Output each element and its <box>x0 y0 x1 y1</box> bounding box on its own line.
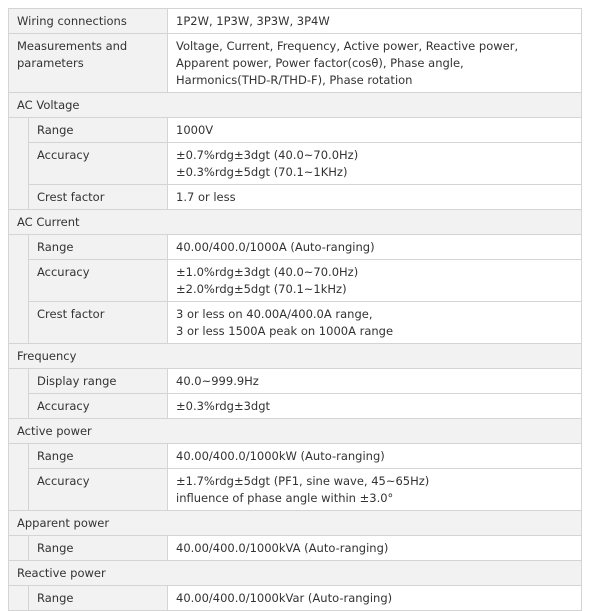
active-power-range-value: 40.00/400.0/1000kW (Auto-ranging) <box>168 444 582 469</box>
measurements-label-line: Measurements and <box>17 39 128 53</box>
ac-voltage-accuracy-label: Accuracy <box>29 143 168 185</box>
active-power-title: Active power <box>9 419 582 444</box>
ac-voltage-crest-row <box>9 185 582 210</box>
ac-current-title: AC Current <box>9 210 582 235</box>
ac-current-section <box>9 210 582 235</box>
ac-voltage-range-value: 1000V <box>168 118 582 143</box>
accuracy-line: ±0.7%rdg±3dgt (40.0~70.0Hz) <box>176 148 359 162</box>
ac-current-crest-label: Crest factor <box>29 302 168 344</box>
reactive-power-indent <box>9 586 29 611</box>
apparent-power-range-label: Range <box>29 536 168 561</box>
ac-current-accuracy-row <box>9 260 582 302</box>
wiring-value: 1P2W, 1P3W, 3P3W, 3P4W <box>168 9 582 34</box>
apparent-power-title: Apparent power <box>9 511 582 536</box>
reactive-power-range-label: Range <box>29 586 168 611</box>
frequency-title: Frequency <box>9 344 582 369</box>
ac-current-range-row <box>9 235 582 260</box>
measurements-value <box>168 34 582 93</box>
reactive-power-range-value: 40.00/400.0/1000kVar (Auto-ranging) <box>168 586 582 611</box>
frequency-indent <box>9 369 29 419</box>
measurements-value-line: Apparent power, Power factor(cosθ), Phase angle, <box>176 56 464 70</box>
frequency-display-value: 40.0~999.9Hz <box>168 369 582 394</box>
ac-voltage-crest-value: 1.7 or less <box>168 185 582 210</box>
active-power-accuracy-value <box>168 469 582 511</box>
ac-voltage-range-label: Range <box>29 118 168 143</box>
ac-current-accuracy-value <box>168 260 582 302</box>
accuracy-line: ±1.0%rdg±3dgt (40.0~70.0Hz) <box>176 265 359 279</box>
frequency-display-row <box>9 369 582 394</box>
frequency-accuracy-row <box>9 394 582 419</box>
apparent-power-range-row <box>9 536 582 561</box>
measurements-row <box>9 34 582 93</box>
crest-line: 3 or less 1500A peak on 1000A range <box>176 324 394 338</box>
reactive-power-range-row <box>9 586 582 611</box>
ac-current-accuracy-label: Accuracy <box>29 260 168 302</box>
crest-line: 3 or less on 40.00A/400.0A range, <box>176 307 373 321</box>
ac-current-crest-row <box>9 302 582 344</box>
accuracy-line: ±2.0%rdg±5dgt (70.1~1kHz) <box>176 282 347 296</box>
reactive-power-title: Reactive power <box>9 561 582 586</box>
measurements-value-line: Voltage, Current, Frequency, Active power, Reactive power, <box>176 39 519 53</box>
spec-table <box>8 8 582 611</box>
active-power-range-row <box>9 444 582 469</box>
ac-voltage-accuracy-value <box>168 143 582 185</box>
apparent-power-indent <box>9 536 29 561</box>
frequency-accuracy-value: ±0.3%rdg±3dgt <box>168 394 582 419</box>
ac-voltage-accuracy-row <box>9 143 582 185</box>
wiring-row <box>9 9 582 34</box>
ac-current-indent <box>9 235 29 344</box>
accuracy-line: ±1.7%rdg±5dgt (PF1, sine wave, 45~65Hz) <box>176 474 430 488</box>
active-power-accuracy-row <box>9 469 582 511</box>
reactive-power-section <box>9 561 582 586</box>
accuracy-line: influence of phase angle within ±3.0° <box>176 491 394 505</box>
ac-current-range-value: 40.00/400.0/1000A (Auto-ranging) <box>168 235 582 260</box>
measurements-label-line: parameters <box>17 56 84 70</box>
active-power-section <box>9 419 582 444</box>
active-power-range-label: Range <box>29 444 168 469</box>
accuracy-line: ±0.3%rdg±5dgt (70.1~1KHz) <box>176 165 348 179</box>
ac-voltage-title: AC Voltage <box>9 93 582 118</box>
ac-current-range-label: Range <box>29 235 168 260</box>
ac-current-crest-value <box>168 302 582 344</box>
active-power-indent <box>9 444 29 511</box>
ac-voltage-range-row <box>9 118 582 143</box>
frequency-section <box>9 344 582 369</box>
active-power-accuracy-label: Accuracy <box>29 469 168 511</box>
ac-voltage-indent <box>9 118 29 210</box>
frequency-accuracy-label: Accuracy <box>29 394 168 419</box>
ac-voltage-crest-label: Crest factor <box>29 185 168 210</box>
frequency-display-label: Display range <box>29 369 168 394</box>
measurements-value-line: Harmonics(THD-R/THD-F), Phase rotation <box>176 73 413 87</box>
apparent-power-range-value: 40.00/400.0/1000kVA (Auto-ranging) <box>168 536 582 561</box>
wiring-label: Wiring connections <box>9 9 168 34</box>
measurements-label <box>9 34 168 93</box>
apparent-power-section <box>9 511 582 536</box>
ac-voltage-section <box>9 93 582 118</box>
